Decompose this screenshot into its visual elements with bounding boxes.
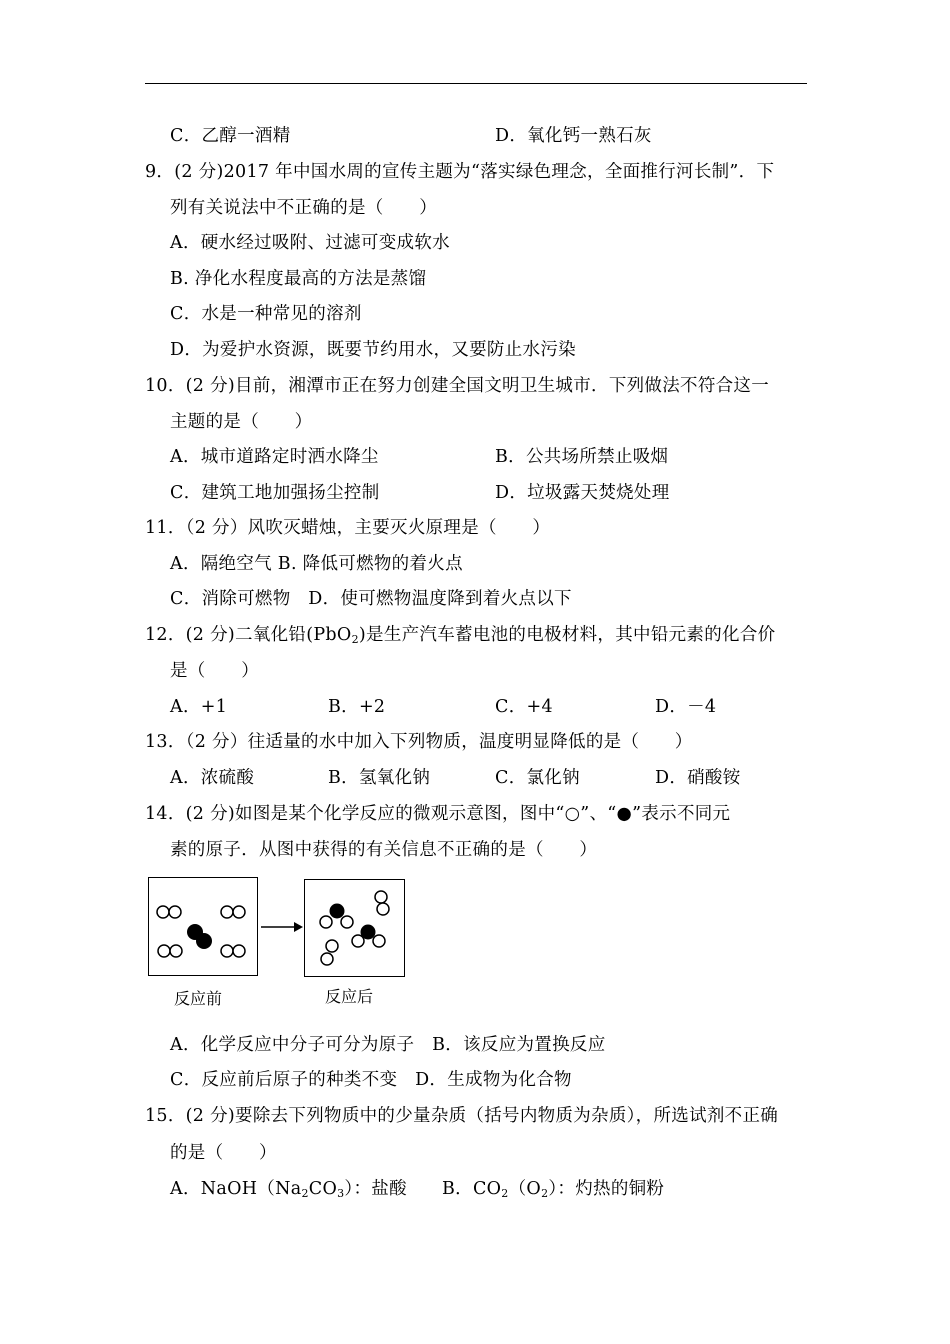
q13-option-c: C．氯化钠 [495,768,580,788]
white-atom [233,906,245,918]
q15-stem-line1: 15．(2 分)要除去下列物质中的少量杂质（括号内物质为杂质），所选试剂不正确 [145,1106,779,1126]
white-atom [158,945,170,957]
q14-stem-line1: 14．(2 分)如图是某个化学反应的微观示意图，图中“○”、“●”表示不同元 [145,804,731,824]
q10-option-b: B．公共场所禁止吸烟 [495,447,669,467]
q8-option-c: C．乙醇一酒精 [170,126,291,146]
after-molecules [305,880,404,976]
after-reaction-box [304,879,405,977]
caption-before-reaction: 反应前 [174,989,223,1008]
q9-option-b: B. 净化水程度最高的方法是蒸馏 [170,269,427,289]
q10-option-a: A．城市道路定时洒水降尘 [170,447,379,467]
q10-stem-line1: 10．(2 分)目前，湘潭市正在努力创建全国文明卫生城市．下列做法不符合这一 [145,376,770,396]
q9-option-a: A．硬水经过吸附、过滤可变成软水 [170,233,450,253]
black-atom [196,933,212,949]
q11-stem: 11．（2 分）风吹灭蜡烛，主要灭火原理是（ ） [145,518,551,538]
q12-option-a: A．+1 [170,697,228,717]
q12-option-b: B．+2 [328,697,386,717]
black-atom [330,904,345,919]
white-atom [221,906,233,918]
white-atom [320,916,332,928]
q14-options-cd: C．反应前后原子的种类不变 D．生成物为化合物 [170,1070,572,1090]
before-reaction-box [148,877,258,976]
white-atom [352,935,364,947]
white-atom [157,906,169,918]
q12-option-c: C．+4 [495,697,553,717]
white-atom [375,891,387,903]
before-molecules [149,878,257,975]
q14-stem-line2: 素的原子．从图中获得的有关信息不正确的是（ ） [170,840,598,860]
q13-option-b: B．氢氧化钠 [328,768,431,788]
white-atom [170,945,182,957]
reaction-arrow-icon [260,920,304,934]
q13-option-d: D．硝酸铵 [655,768,741,788]
white-atom [233,945,245,957]
q11-options-ab: A．隔绝空气 B. 降低可燃物的着火点 [170,554,463,574]
caption-after-reaction: 反应后 [325,987,374,1006]
q10-stem-line2: 主题的是（ ） [170,412,313,432]
q9-option-d: D．为爱护水资源，既要节约用水，又要防止水污染 [170,340,576,360]
q9-stem-line1: 9．(2 分)2017 年中国水周的宣传主题为“落实绿色理念，全面推行河长制”．下 [145,162,775,182]
q13-option-a: A．浓硫酸 [170,768,255,788]
white-atom [326,940,338,952]
q10-option-c: C．建筑工地加强扬尘控制 [170,483,380,503]
white-atom [373,935,385,947]
white-atom [321,953,333,965]
q12-option-d: D．－4 [655,697,717,717]
q15-option-b: B．$CO_2(O_2)$：灼热的铜粉 [442,1179,665,1200]
white-atom [169,906,181,918]
q15-stem-line2: 的是（ ） [170,1143,277,1163]
white-atom [221,945,233,957]
q12-stem-line1: 12．(2 分)二氧化铅(PbO$_2$)是生产汽车蓄电池的电极材料，其中铅元素的化合价 [145,625,776,646]
white-atom [377,903,389,915]
q13-stem: 13．（2 分）往适量的水中加入下列物质，温度明显降低的是（ ） [145,732,693,752]
q15-option-a: A．$NaOH(Na_2CO_3)$：盐酸 [170,1179,407,1200]
white-atom [341,916,353,928]
q14-options-ab: A．化学反应中分子可分为原子 B．该反应为置换反应 [170,1035,606,1055]
q9-stem-line2: 列有关说法中不正确的是（ ） [170,198,437,218]
q11-options-cd: C．消除可燃物 D．使可燃物温度降到着火点以下 [170,589,572,609]
header-rule [145,83,807,84]
q9-option-c: C．水是一种常见的溶剂 [170,304,362,324]
q10-option-d: D．垃圾露天焚烧处理 [495,483,670,503]
black-atom [361,925,376,940]
q12-stem-line2: 是（ ） [170,661,259,681]
q8-option-d: D．氧化钙一熟石灰 [495,126,652,146]
